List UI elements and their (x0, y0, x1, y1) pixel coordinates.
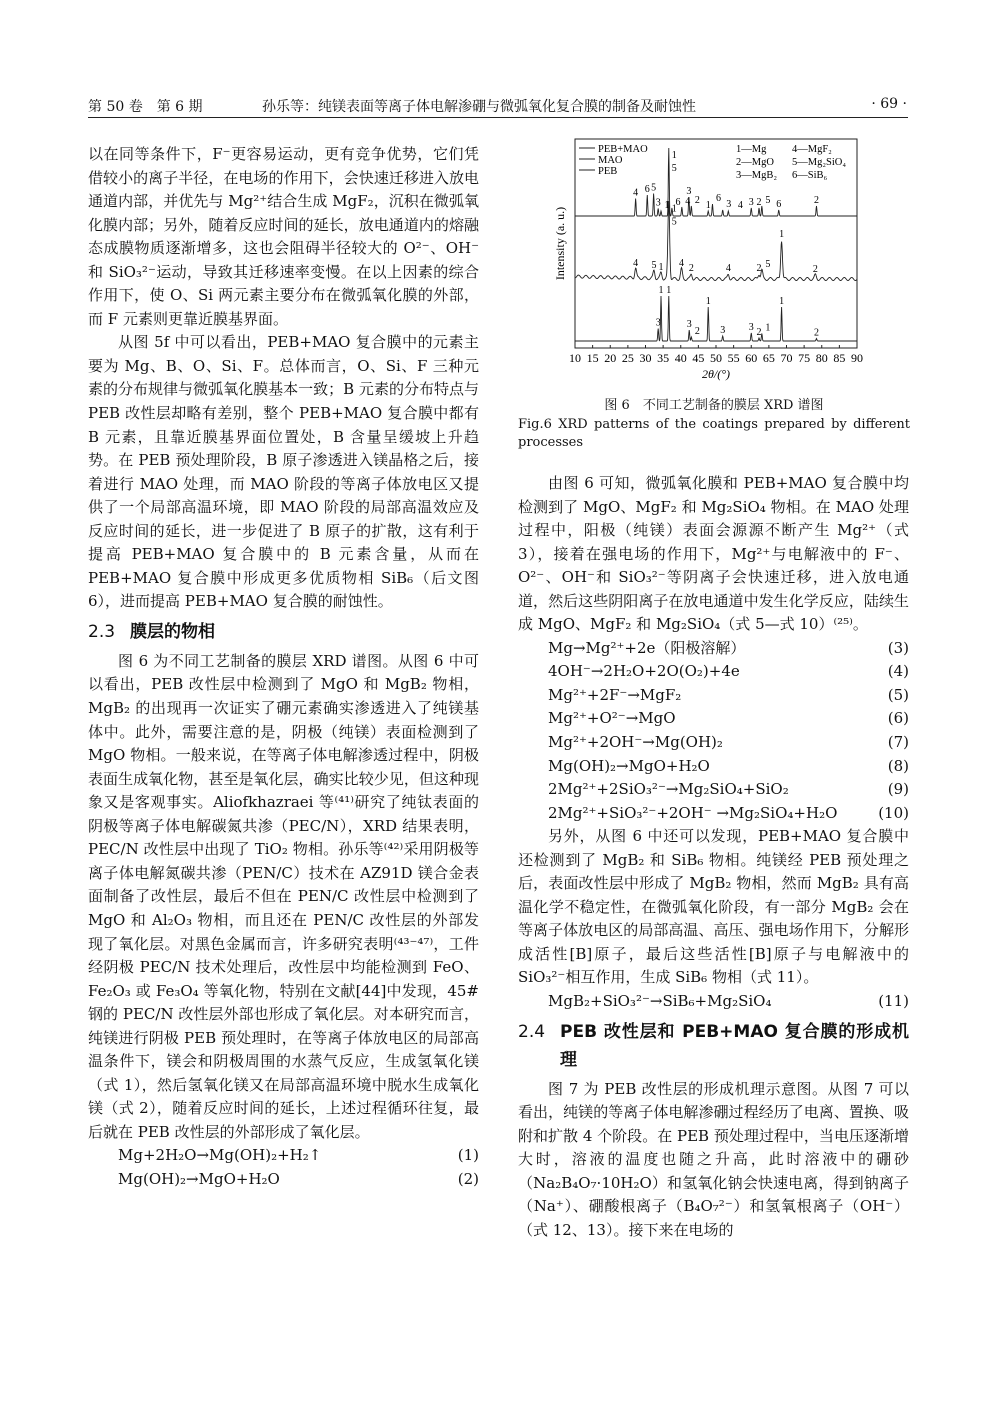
equation-formula: Mg(OH)₂→MgO+H₂O (118, 1169, 280, 1188)
equation-formula: Mg+2H₂O→Mg(OH)₂+H₂↑ (118, 1146, 322, 1165)
peak-label: 4 (678, 258, 684, 269)
section-heading-2-3 (88, 618, 479, 646)
equation-formula: Mg→Mg²⁺+2e（阳极溶解） (548, 638, 746, 657)
legend-entry: PEB+MAO (598, 144, 648, 155)
legend-entry: PEB (598, 166, 618, 177)
equation-number: (6) (887, 709, 909, 728)
x-tick-label: 90 (851, 351, 863, 365)
peak-label: 4 (737, 200, 743, 211)
peak-label: 2 (756, 197, 762, 208)
x-tick-label: 75 (798, 351, 811, 365)
equation-formula: Mg²⁺+2F⁻→MgF₂ (548, 685, 682, 704)
equation-2 (88, 1168, 479, 1192)
x-tick-label: 65 (762, 351, 775, 365)
section-heading-2-4 (518, 1018, 909, 1074)
page-number: · 69 · (871, 96, 907, 112)
peak-label: 1 (671, 150, 677, 161)
x-tick-label: 25 (621, 351, 634, 365)
equation-formula: 2Mg²⁺+2SiO₃²⁻→Mg₂SiO₄+SiO₂ (548, 780, 789, 799)
x-tick-label: 60 (745, 351, 758, 365)
x-tick-label: 45 (692, 351, 705, 365)
x-tick-label: 80 (815, 351, 828, 365)
paragraph: 由图 6 可知，微弧氧化膜和 PEB+MAO 复合膜中均检测到了 MgO、MgF₂ 和 Mg₂SiO₄ 物相。在 MAO 处理过程中，阳极（纯镁）表面会源源不断产生 Mg²⁺（式 3），接着在强电场的作用下，Mg²⁺与电解液中的 F⁻、O²⁻、OH⁻和 SiO₃²⁻等阴离子会快速迁移，进入放电通道，然后这些阴阳离子在放电通道中发生化学反应，陆续生成 MgO、MgF₂ 和 Mg₂SiO₄（式 5—式 10）⁽²⁵⁾。 (518, 474, 909, 634)
equation-number: (11) (878, 992, 909, 1011)
paragraph: 从图 5f 中可以看出，PEB+MAO 复合膜中的元素主要为 Mg、B、O、Si、F。总体而言，O、Si、F 三种元素的分布规律与微弧氧化膜基本一致；B 元素的分布特点与 PEB 改性层却略有差别，整个 PEB+MAO 复合膜中都有 B 元素，且靠近膜基界面位置处，B 含量呈缓坡上升趋势。在 PEB 预处理阶段，B 原子渗透进入镁晶格之后，接着进行 MAO 处理，而 MAO 阶段的等离子体放电区又提供了一个局部高温环境，即 MAO 阶段的局部高温效应及反应时间的延长，进一步促进了 B 原子的扩散，这有利于提高 PEB+MAO 复合膜中的 B 元素含量，从而在 PEB+MAO 复合膜中形成更多优质物相 SiB₆（后文图 6），进而提高 PEB+MAO 复合膜的耐蚀性。 (88, 333, 479, 611)
peak-label: 5 (671, 216, 677, 228)
equation-7 (518, 731, 909, 755)
peak-label: 5 (765, 195, 771, 206)
figure-caption-en: Fig.6 XRD patterns of the coatings prepared by different processes (518, 417, 910, 450)
peak-label: 2 (756, 263, 762, 274)
y-axis-label: Intensity (a. u.) (553, 206, 567, 281)
x-tick-label: 85 (833, 351, 846, 365)
peak-label: 2 (813, 327, 819, 339)
x-tick-label: 50 (710, 351, 722, 365)
peak-label: 2 (694, 326, 700, 337)
peak-label: 1 (779, 296, 785, 307)
peak-label: 5 (765, 259, 771, 270)
peak-label: 3 (655, 197, 661, 209)
phase-key-entry: 3—MgB₂ (736, 170, 778, 181)
peak-label: 5 (671, 163, 677, 174)
equation-formula: Mg²⁺+2OH⁻→Mg(OH)₂ (548, 733, 723, 752)
section-title: 膜层的物相 (130, 621, 215, 642)
peak-label: 1 (666, 285, 672, 296)
peak-label: 5 (651, 182, 657, 194)
paragraph: 另外，从图 6 中还可以发现，PEB+MAO 复合膜中还检测到了 MgB₂ 和 SiB₆ 物相。纯镁经 PEB 预处理之后，表面改性层中形成了 MgB₂ 物相，然而 MgB₂ 具有高温化学不稳定性，在微弧氧化阶段，有一部分 MgB₂ 会在等离子体放电区的局部高温、高压、强电场作用下，分解形成活性[B]原子，最后这些活性[B]原子与电解液中的 SiO₃²⁻相互作用，生成 SiB₆ 物相（式 11）。 (518, 827, 909, 987)
peak-label: 1 (658, 262, 664, 273)
equation-3 (518, 637, 909, 661)
peak-label: 3 (726, 199, 732, 210)
left-column (88, 143, 479, 1192)
phase-key-entry: 2—MgO (736, 157, 774, 168)
x-tick-label: 70 (780, 351, 793, 365)
peak-label: 2 (813, 195, 819, 206)
peak-label: 1 (671, 203, 677, 215)
equation-number: (9) (887, 780, 909, 799)
equation-formula: MgB₂+SiO₃²⁻→SiB₆+Mg₂SiO₄ (548, 992, 772, 1011)
peak-label: 3 (748, 322, 754, 333)
peak-label: 1 (765, 322, 771, 334)
peak-label: 2 (812, 264, 818, 275)
x-tick-label: 55 (727, 351, 740, 365)
equation-number: (3) (887, 638, 909, 657)
equation-number: (10) (878, 803, 909, 822)
peak-label: 1 (705, 200, 711, 211)
equation-11 (518, 990, 909, 1014)
peak-label: 3 (686, 319, 692, 330)
equation-5 (518, 684, 909, 708)
peak-label: 3 (655, 317, 661, 329)
phase-key-entry: 1—Mg (736, 144, 767, 155)
figure-caption-cn: 图 6 不同工艺制备的膜层 XRD 谱图 (604, 398, 824, 413)
peak-label: 6 (715, 193, 721, 204)
equation-formula: Mg(OH)₂→MgO+H₂O (548, 756, 710, 775)
running-title: 孙乐等：纯镁表面等离子体电解渗硼与微弧氧化复合膜的制备及耐蚀性 (262, 99, 696, 115)
equation-number: (8) (887, 756, 909, 775)
peak-label: 1 (664, 200, 670, 211)
equation-4 (518, 660, 909, 684)
paragraph: 图 6 为不同工艺制备的膜层 XRD 谱图。从图 6 中可以看出，PEB 改性层中检测到了 MgO 和 MgB₂ 物相，MgB₂ 的出现再一次证实了硼元素确实渗透进入了纯镁基体中。此外，需要注意的是，阴极（纯镁）表面检测到了 MgO 物相。一般来说，在等离子体电解渗透过程中，阴极表面生成氧化物，甚至是氧化层，确实比较少见，但这种现象又是客观事实。Aliofkhazraei 等⁽⁴¹⁾研究了纯钛表面的阴极等离子体电解碳氮共渗（PEC/N），XRD 结果表明，PEC/N 改性层中出现了 TiO₂ 物相。孙乐等⁽⁴²⁾采用阴极等离子体电解氮碳共渗（PEN/C）技术在 AZ91D 镁合金表面制备了改性层，最后不但在 PEN/C 改性层中检测到了 MgO 和 Al₂O₃ 物相，而且还在 PEN/C 改性层的外部发现了氧化层。对黑色金属而言，许多研究表明⁽⁴³⁻⁴⁷⁾，工件经阴极 PEC/N 技术处理后，改性层中均能检测到 FeO、Fe₂O₃ 或 Fe₃O₄ 等氧化物，特别在文献[44]中发现，45#钢的 PEC/N 改性层外部也形成了氧化层。对本研究而言，纯镁进行阴极 PEB 预处理时，在等离子体放电区的局部高温条件下，镁会和阴极周围的水蒸气反应，生成氢氧化镁（式 1），然后氢氧化镁又在局部高温环境中脱水生成氧化镁（式 2），随着反应时间的延长，上述过程循环往复，最后就在 PEB 改性层的外部形成了氧化层。 (88, 651, 479, 1141)
xrd-chart (540, 135, 870, 390)
phase-key-entry: 6—SiB₆ (792, 170, 828, 181)
phase-key-entry: 5—Mg₂SiO₄ (792, 157, 846, 168)
equation-number: (5) (887, 685, 909, 704)
equation-formula: Mg²⁺+O²⁻→MgO (548, 709, 676, 728)
equation-number: (4) (887, 662, 909, 681)
peak-label: 4 (685, 196, 691, 207)
equation-10 (518, 802, 909, 826)
right-column (518, 472, 909, 1242)
peak-label: 2 (756, 327, 762, 338)
x-tick-label: 30 (639, 351, 652, 365)
peak-label: 6 (776, 199, 782, 210)
equation-formula: 2Mg²⁺+SiO₃²⁻+2OH⁻ →Mg₂SiO₄+H₂O (548, 803, 838, 822)
equation-formula: 4OH⁻→2H₂O+2O(O₂)+4e (548, 662, 740, 681)
legend-entry: MAO (598, 155, 623, 166)
equation-number: (7) (887, 733, 909, 752)
section-number: 2.4 (518, 1021, 546, 1042)
x-tick-label: 15 (586, 351, 599, 365)
x-tick-label: 35 (657, 351, 670, 365)
paragraph: 图 7 为 PEB 改性层的形成机理示意图。从图 7 可以看出，纯镁的等离子体电解渗硼过程经历了电离、置换、吸附和扩散 4 个阶段。在 PEB 预处理过程中，当电压逐渐增大时，溶液的温度也随之升高，此时溶液中的硼砂（Na₂B₄O₇·10H₂O）和氢氧化钠会快速电离，得到钠离子（Na⁺）、硼酸根离子（B₄O₇²⁻）和氢氧根离子（OH⁻）（式 12、13）。接下来在电场的 (518, 1079, 909, 1239)
peak-label: 3 (686, 186, 692, 197)
peak-label: 1 (779, 229, 785, 240)
x-tick-label: 10 (569, 351, 581, 365)
peak-label: 6 (644, 184, 650, 195)
peak-label: 1 (705, 296, 711, 307)
peak-label: 1 (658, 285, 664, 296)
equation-9 (518, 778, 909, 802)
equation-1 (88, 1144, 479, 1168)
section-number: 2.3 (88, 621, 116, 642)
peak-label: 2 (694, 195, 700, 206)
journal-volume: 第 50 卷 第 6 期 (88, 99, 203, 115)
phase-key-entry: 4—MgF₂ (792, 144, 832, 155)
paragraph: 以在同等条件下，F⁻更容易运动，更有竞争优势，它们凭借较小的离子半径，在电场的作用下，会快速迁移进入放电通道内部，并优先与 Mg²⁺结合生成 MgF₂，沉积在微弧氧化膜内部；另外，随着反应时间的延长，放电通道内的熔融态成膜物质逐渐增多，这也会阻碍半径较大的 O²⁻、OH⁻和 SiO₃²⁻运动，导致其迁移速率变慢。在以上因素的综合作用下，使 O、Si 两元素主要分布在微弧氧化膜的外部，而 F 元素则更靠近膜基界面。 (88, 145, 479, 328)
x-tick-label: 20 (604, 351, 617, 365)
equation-8 (518, 755, 909, 779)
peak-label: 4 (633, 187, 639, 199)
peak-label: 2 (688, 263, 694, 274)
peak-label: 6 (675, 197, 681, 208)
header-rule (88, 117, 908, 118)
equation-number: (1) (457, 1146, 479, 1165)
peak-label: 4 (633, 258, 639, 269)
peak-label: 4 (725, 263, 731, 274)
section-title: PEB 改性层和 PEB+MAO 复合膜的形成机理 (560, 1021, 909, 1070)
peak-label: 5 (651, 260, 657, 271)
equation-6 (518, 707, 909, 731)
x-axis-label: 2θ/(°) (701, 367, 731, 381)
peak-label: 3 (720, 325, 726, 336)
peak-label: 3 (748, 197, 754, 208)
x-tick-label: 40 (674, 351, 687, 365)
equation-number: (2) (457, 1169, 479, 1188)
